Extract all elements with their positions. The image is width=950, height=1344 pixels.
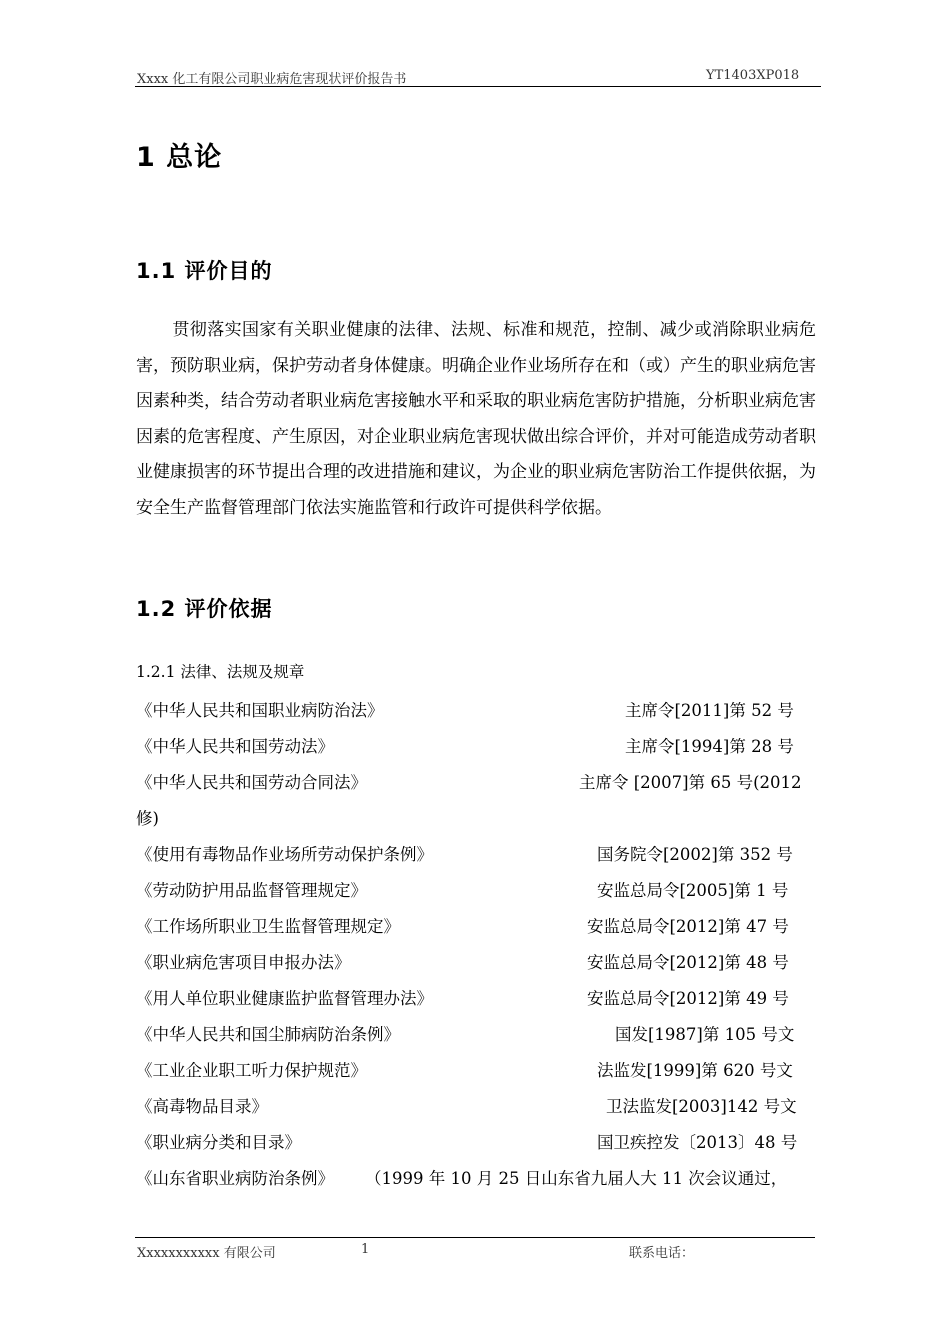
law-number: 国务院令[2002]第 352 号 <box>597 845 793 864</box>
law-number: 法监发[1999]第 620 号文 <box>597 1061 793 1080</box>
law-name: 《职业病危害项目申报办法》 <box>136 953 351 972</box>
law-number-continuation: 修) <box>136 809 159 828</box>
chapter-title: 1 总论 <box>136 142 223 173</box>
law-number: 卫法监发[2003]142 号文 <box>606 1097 797 1116</box>
law-number: 国发[1987]第 105 号文 <box>615 1025 795 1044</box>
footer-divider <box>135 1237 815 1238</box>
law-name: 《用人单位职业健康监护监督管理办法》 <box>136 989 433 1008</box>
law-name: 《山东省职业病防治条例》 <box>136 1169 334 1188</box>
subsection-title-laws: 1.2.1 法律、法规及规章 <box>136 663 305 681</box>
law-item <box>136 1129 816 1155</box>
purpose-paragraph <box>136 313 816 526</box>
law-number: 主席令[2011]第 52 号 <box>625 701 794 720</box>
law-item <box>136 769 816 795</box>
footer-contact: 联系电话： <box>629 1246 695 1261</box>
law-number: 安监总局令[2005]第 1 号 <box>597 881 789 900</box>
header-divider <box>135 86 821 87</box>
law-item <box>136 985 816 1011</box>
law-name: 《职业病分类和目录》 <box>136 1133 301 1152</box>
law-name: 《使用有毒物品作业场所劳动保护条例》 <box>136 845 433 864</box>
law-item <box>136 733 816 759</box>
law-name: 《中华人民共和国劳动法》 <box>136 737 334 756</box>
law-name: 《中华人民共和国职业病防治法》 <box>136 701 384 720</box>
law-item <box>136 949 816 975</box>
law-number: 国卫疾控发〔2013〕48 号 <box>597 1133 798 1152</box>
footer-company: Xxxxxxxxxxx 有限公司 <box>137 1246 276 1261</box>
law-name: 《工业企业职工听力保护规范》 <box>136 1061 367 1080</box>
law-name: 《中华人民共和国尘肺病防治条例》 <box>136 1025 400 1044</box>
law-name: 《劳动防护用品监督管理规定》 <box>136 881 367 900</box>
law-item <box>136 1165 816 1191</box>
law-item <box>136 877 816 903</box>
law-number: （1999 年 10 月 25 日山东省九届人大 11 次会议通过， <box>365 1169 788 1188</box>
section-title-purpose: 1.1 评价目的 <box>136 259 273 283</box>
purpose-text: 贯彻落实国家有关职业健康的法律、法规、标准和规范，控制、减少或消除职业病危害，预防职业病，保护劳动者身体健康。明确企业作业场所存在和（或）产生的职业病危害因素种类，结合劳动者职业病危害接触水平和采取的职业病危害防护措施，分析职业病危害因素的危害程度、产生原因，对企业职业病危害现状做出综合评价，并对可能造成劳动者职业健康损害的环节提出合理的改进措施和建议，为企业的职业病危害防治工作提供依据，为安全生产监督管理部门依法实施监管和行政许可提供科学依据。 <box>136 320 816 518</box>
law-name: 《中华人民共和国劳动合同法》 <box>136 773 367 792</box>
law-number: 安监总局令[2012]第 47 号 <box>587 917 789 936</box>
law-item <box>136 697 816 723</box>
law-item <box>136 841 816 867</box>
header-title: Xxxx 化工有限公司职业病危害现状评价报告书 <box>137 72 407 87</box>
law-item <box>136 913 816 939</box>
law-name: 《工作场所职业卫生监督管理规定》 <box>136 917 400 936</box>
law-item <box>136 1093 816 1119</box>
law-number: 安监总局令[2012]第 49 号 <box>587 989 789 1008</box>
law-number: 主席令 [2007]第 65 号(2012 <box>579 773 802 792</box>
header-doc-number: YT1403XP018 <box>706 68 800 83</box>
section-title-basis: 1.2 评价依据 <box>136 597 273 621</box>
law-number: 主席令[1994]第 28 号 <box>625 737 794 756</box>
law-item <box>136 1057 816 1083</box>
page-number: 1 <box>361 1242 370 1257</box>
law-name: 《高毒物品目录》 <box>136 1097 268 1116</box>
law-item <box>136 1021 816 1047</box>
law-number: 安监总局令[2012]第 48 号 <box>587 953 789 972</box>
